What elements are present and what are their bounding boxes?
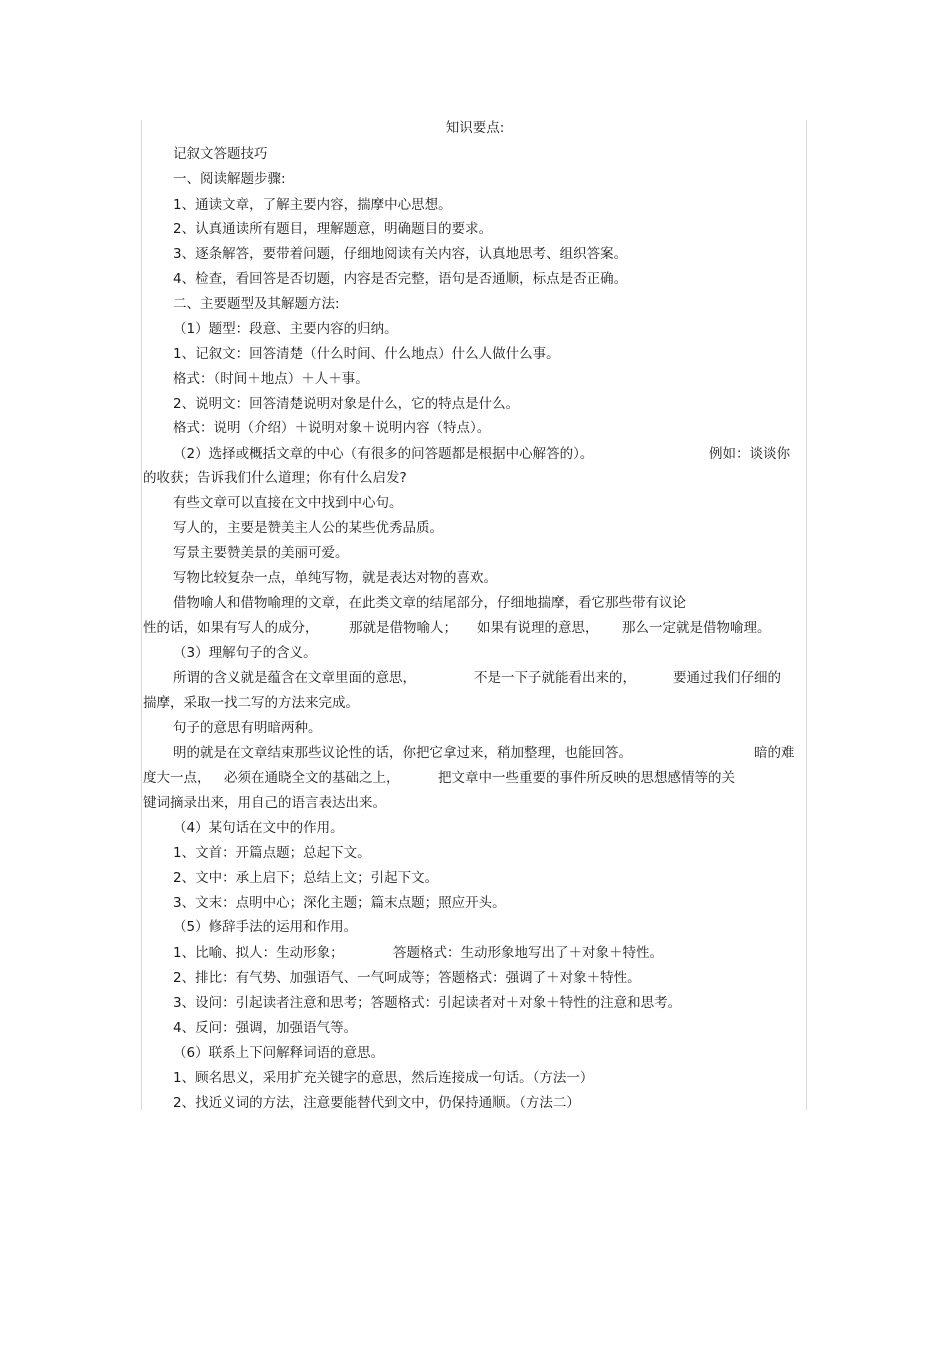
q2-paragraph-cont: 那就是借物喻人；: [349, 620, 457, 636]
q6-title: （6）联系上下问解释词语的意思。: [173, 1045, 385, 1061]
q2-title-cont: 的收获；告诉我们什么道理；你有什么启发?: [143, 470, 407, 486]
q3-paragraph: 所谓的含义就是蕴含在文章里面的意思，: [173, 670, 416, 686]
q5-line: 答题格式：生动形象地写出了＋对象＋特性。: [393, 945, 663, 961]
q5-line: 4、反问：强调，加强语气等。: [173, 1020, 358, 1036]
q6-line: 2、找近义词的方法，注意要能替代到文中，仍保持通顺。（方法二）: [173, 1095, 580, 1111]
section-title: 记叙文答题技巧: [173, 146, 268, 162]
q1-line: 格式：（时间＋地点）＋人＋事。: [173, 371, 369, 387]
q1-line: 2、说明文：回答清楚说明对象是什么，它的特点是什么。: [173, 396, 520, 412]
part2-title: 二、主要题型及其解题方法:: [173, 296, 340, 312]
part1-title: 一、阅读解题步骤:: [173, 171, 286, 187]
q3-paragraph-cont: 必须在通晓全文的基础之上，: [224, 770, 400, 786]
q5-title: （5）修辞手法的运用和作用。: [173, 919, 358, 935]
q5-line: 2、排比：有气势、加强语气、一气呵成等；答题格式：强调了＋对象＋特性。: [173, 970, 641, 986]
q4-title: （4）某句话在文中的作用。: [173, 820, 344, 836]
q4-line: 1、文首：开篇点题；总起下文。: [173, 845, 371, 861]
q5-line: 3、设问：引起读者注意和思考；答题格式：引起读者对＋对象＋特性的注意和思考。: [173, 995, 682, 1011]
q3-paragraph-cont: 把文章中一些重要的事件所反映的思想感情等的关: [438, 770, 735, 786]
q3-paragraph-cont: 度大一点，: [143, 770, 211, 786]
q2-paragraph-cont: 性的话，如果有写人的成分，: [143, 620, 319, 636]
q1-line: 格式：说明（介绍）＋说明对象＋说明内容（特点）。: [173, 420, 491, 436]
step-line: 4、检查，看回答是否切题，内容是否完整，语句是否通顺，标点是否正确。: [173, 271, 628, 287]
q2-paragraph-cont: 那么一定就是借物喻理。: [622, 620, 771, 636]
q2-example: 例如：谈谈你: [709, 446, 790, 462]
q3-line: 句子的意思有明暗两种。: [173, 720, 322, 736]
q2-line: 写物比较复杂一点，单纯写物，就是表达对物的喜欢。: [173, 570, 497, 586]
q3-title: （3）理解句子的含义。: [173, 645, 317, 661]
q5-line: 1、比喻、拟人：生动形象；: [173, 945, 344, 961]
q2-line: 写人的，主要是赞美主人公的某些优秀品质。: [173, 520, 443, 536]
step-line: 1、通读文章，了解主要内容，揣摩中心思想。: [173, 197, 452, 213]
q3-paragraph: 要通过我们仔细的: [673, 670, 781, 686]
q1-title: （1）题型：段意、主要内容的归纳。: [173, 321, 398, 337]
q6-line: 1、顾名思义，采用扩充关键字的意思，然后连接成一句话。（方法一）: [173, 1070, 594, 1086]
q3-paragraph: 不是一下子就能看出来的，: [474, 670, 636, 686]
q3-paragraph: 明的就是在文章结束那些议论性的话，你把它拿过来，稍加整理，也能回答。: [173, 745, 632, 761]
q2-line: 写景主要赞美景的美丽可爱。: [173, 545, 349, 561]
q1-line: 1、记叙文：回答清楚（什么时间、什么地点）什么人做什么事。: [173, 346, 560, 362]
q3-paragraph: 暗的难: [754, 745, 795, 761]
q3-paragraph-cont: 揣摩，采取一找二写的方法来完成。: [143, 695, 359, 711]
q3-paragraph-cont: 键词摘录出来，用自己的语言表达出来。: [143, 795, 386, 811]
step-line: 2、认真通读所有题目，理解题意，明确题目的要求。: [173, 221, 493, 237]
q2-title: （2）选择或概括文章的中心（有很多的问答题都是根据中心解答的）。: [173, 446, 594, 462]
q4-line: 3、文末：点明中心；深化主题；篇末点题；照应开头。: [173, 895, 506, 911]
step-line: 3、逐条解答，要带着问题，仔细地阅读有关内容，认真地思考、组织答案。: [173, 246, 628, 262]
q2-paragraph: 借物喻人和借物喻理的文章，在此类文章的结尾部分，仔细地揣摩，看它那些带有议论: [173, 595, 686, 611]
page-heading: 知识要点:: [445, 120, 505, 136]
q2-paragraph-cont: 如果有说理的意思，: [477, 620, 599, 636]
q4-line: 2、文中：承上启下；总结上文；引起下文。: [173, 870, 439, 886]
q2-line: 有些文章可以直接在文中找到中心句。: [173, 495, 403, 511]
